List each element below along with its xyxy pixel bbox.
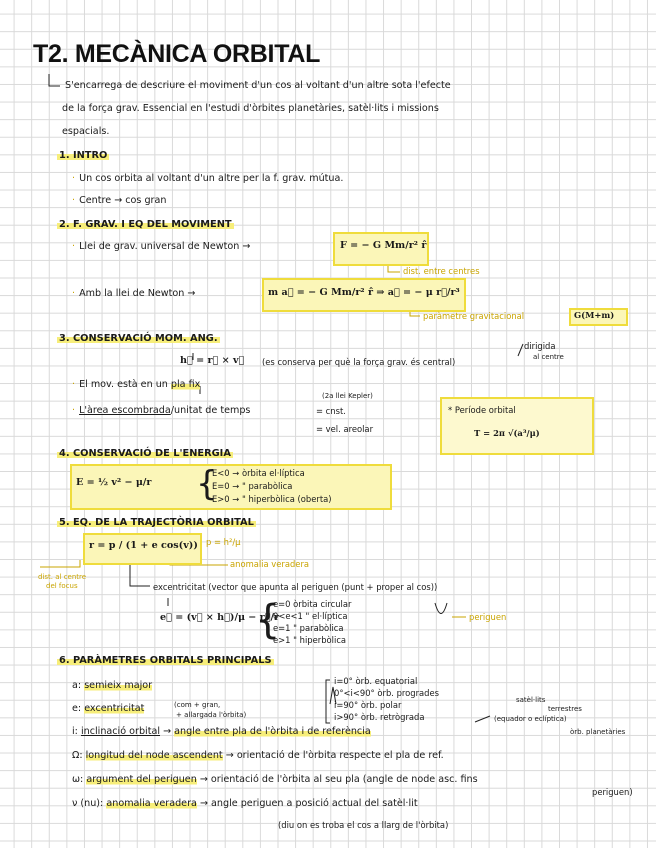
focus-note-1: dist. al centre: [38, 573, 87, 581]
param-omega-key: Ω:: [72, 750, 83, 761]
focus-arrow: [40, 560, 80, 567]
eccentricity-text: excentricitat (vector que apunta al periguen (punt + proper al cos)): [153, 582, 438, 592]
param-e-note-1: (com + gran,: [174, 701, 221, 709]
s1-bullet-2: · Centre → cos gran: [72, 195, 167, 206]
ref-note-1: satèl·lits: [516, 696, 546, 704]
newton-gravity-formula: F = − G Mm/r² r̂: [340, 240, 427, 251]
angular-momentum-note: (es conserva per què la força grav. és central): [262, 357, 456, 367]
param-w-value: argument del periguen: [86, 774, 197, 785]
parabola-icon: [435, 603, 447, 614]
section-1-heading: 1. INTRO: [59, 150, 108, 161]
intro-line-2: de la força grav. Essencial en l'estudi d'òrbites planetàries, satèl·lits i missions: [62, 103, 439, 114]
s2-bullet-2-text: Amb la llei de Newton →: [79, 288, 196, 299]
page-title: T2. MECÀNICA ORBITAL: [33, 40, 321, 68]
area-text: L'àrea escombrada: [79, 405, 171, 416]
s2-bullet-2: · Amb la llei de Newton →: [72, 288, 196, 299]
ecc-brace: {: [255, 597, 281, 643]
ecc-case-3: e=1 " parabòlica: [273, 623, 344, 633]
param-nu-desc: angle periguen a posició actual del satèl·lit: [211, 798, 418, 809]
centre-note: al centre: [533, 353, 564, 361]
incl-range-4: i>90° òrb. retrògrada: [334, 712, 425, 722]
param-a-key: a:: [72, 680, 82, 691]
ref-arrow: [475, 716, 490, 722]
periguen-note: periguen: [469, 612, 507, 622]
param-i-value: inclinació orbital: [80, 726, 161, 737]
param-omega: Ω: longitud del node ascendent → orientació de l'òrbita respecte el pla de ref.: [72, 750, 444, 761]
energy-eq: E = ½ v² − μ/r: [76, 477, 152, 488]
param-e-note-2: + allargada l'òrbita): [176, 711, 247, 719]
section-3-heading: 3. CONSERVACIÓ MOM. ANG.: [59, 333, 218, 344]
ref-note-3: (equador o eclíptica): [494, 715, 567, 723]
focus-note-2: del focus: [46, 582, 78, 590]
param-i-key: i:: [72, 726, 78, 737]
incl-range-1: i=0° òrb. equatorial: [334, 676, 418, 686]
s3-bullet-1-text: El mov. està en un: [79, 379, 171, 390]
incl-range-2: 0°<i<90° òrb. progrades: [334, 688, 440, 698]
section-6-heading: 6. PARÀMETRES ORBITALS PRINCIPALS: [59, 655, 272, 666]
energy-brace: {: [196, 464, 218, 504]
param-nu-value: anomalia veradera: [106, 798, 197, 809]
intro-line-3: espacials.: [62, 126, 110, 137]
per-time-text: /unitat de temps: [170, 405, 251, 416]
eccentricity-vector: e⃗ = (v⃗ × h⃗)/μ − r⃗/r: [160, 612, 280, 623]
param-w-key: ω:: [72, 774, 84, 785]
ecc-case-2: 0<e<1 " el·líptica: [273, 611, 348, 621]
param-a-value: semieix major: [84, 680, 153, 691]
angular-momentum-eq: h⃗ = r⃗ × v⃗: [180, 355, 245, 366]
param-omega-desc: orientació de l'òrbita respecte el pla de ref.: [236, 750, 444, 761]
trajectory-eq: r = p / (1 + e cos(v)): [89, 540, 198, 551]
ecc-case-1: e=0 òrbita circular: [273, 599, 352, 609]
energy-case-2: E=0 → " parabòlica: [212, 481, 293, 491]
intro-arrow: [49, 74, 60, 86]
kepler-note: (2a llei Kepler): [322, 392, 373, 400]
param-omega-value: longitud del node ascendent: [85, 750, 223, 761]
range-bracket: [326, 680, 330, 723]
s1-bullet-1-text: Un cos orbita al voltant d'un altre per la f. grav. mútua.: [79, 173, 344, 184]
incl-range-3: i=90° òrb. polar: [334, 700, 402, 710]
s2-bullet-1: · Llei de grav. universal de Newton →: [72, 241, 251, 252]
param-nu-key: ν (nu):: [72, 798, 104, 809]
param-e-key: e:: [72, 703, 82, 714]
section-5-heading: 5. EQ. DE LA TRAJECTÒRIA ORBITAL: [59, 517, 254, 528]
dirigida-note: dirigida: [524, 341, 556, 351]
s2-bullet-1-text: Llei de grav. universal de Newton →: [79, 241, 251, 252]
energy-case-1: E<0 → òrbita el·líptica: [212, 468, 305, 478]
s1-bullet-1: · Un cos orbita al voltant d'un altre per la f. grav. mútua.: [72, 173, 344, 184]
section-4-heading: 4. CONSERVACIÓ DE L'ENERGIA: [59, 448, 231, 459]
param-i-desc: angle entre pla de l'òrbita i de referència: [174, 726, 371, 737]
section-2-heading: 2. F. GRAV. I EQ DEL MOVIMENT: [59, 219, 232, 230]
param-i: i: inclinació orbital → angle entre pla de l'òrbita i de referència: [72, 726, 371, 737]
param-nu: ν (nu): anomalia veradera → angle periguen a posició actual del satèl·lit: [72, 798, 418, 809]
s1-bullet-2-text: Centre → cos gran: [79, 195, 167, 206]
param-e-value: excentricitat: [84, 703, 145, 714]
dist-arrow: [388, 266, 400, 272]
param-box-text: G(M+m): [574, 310, 615, 320]
period-label: * Període orbital: [448, 405, 516, 415]
param-w-desc-2: periguen): [592, 787, 633, 797]
s3-bullet-1: · El mov. està en un pla fix: [72, 379, 201, 390]
s3-bullet-2: · L'àrea escombrada/unitat de temps: [72, 405, 251, 416]
param-note: paràmetre gravitacional: [423, 311, 525, 321]
period-formula: T = 2π √(a³/μ): [474, 428, 540, 438]
param-w: ω: argument del periguen → orientació de l'òrbita al seu pla (angle de node asc. fins: [72, 774, 478, 785]
param-nu-note: (diu on es troba el cos a llarg de l'òrbita): [278, 820, 449, 830]
param-w-desc: orientació de l'òrbita al seu pla (angle de node asc. fins: [210, 774, 478, 785]
vel-note: = vel. areolar: [316, 424, 374, 434]
ref-note-4: òrb. planetàries: [570, 728, 626, 736]
energy-case-3: E>0 → " hiperbòlica (oberta): [212, 494, 332, 504]
intro-line-1: S'encarrega de descriure el moviment d'un cos al voltant d'un altre sota l'efecte: [65, 80, 451, 91]
dirigida-arrow: [518, 344, 523, 356]
param-e: [72, 703, 144, 714]
cnst-note: = cnst.: [316, 406, 346, 416]
ecc-case-4: e>1 " hiperbòlica: [273, 635, 347, 645]
motion-equation: m a⃗ = − G Mm/r² r̂ ⇒ a⃗ = − μ r⃗/r³: [268, 287, 460, 298]
pla-fix-highlight: pla fix: [170, 379, 201, 390]
param-a: [72, 680, 152, 691]
ref-note-2: terrestres: [548, 705, 582, 713]
period-label-text: Període orbital: [454, 405, 516, 415]
p-note: p = h²/μ: [206, 537, 241, 547]
dist-note: dist. entre centres: [403, 266, 480, 276]
anomaly-note: anomalia veradera: [230, 559, 310, 569]
